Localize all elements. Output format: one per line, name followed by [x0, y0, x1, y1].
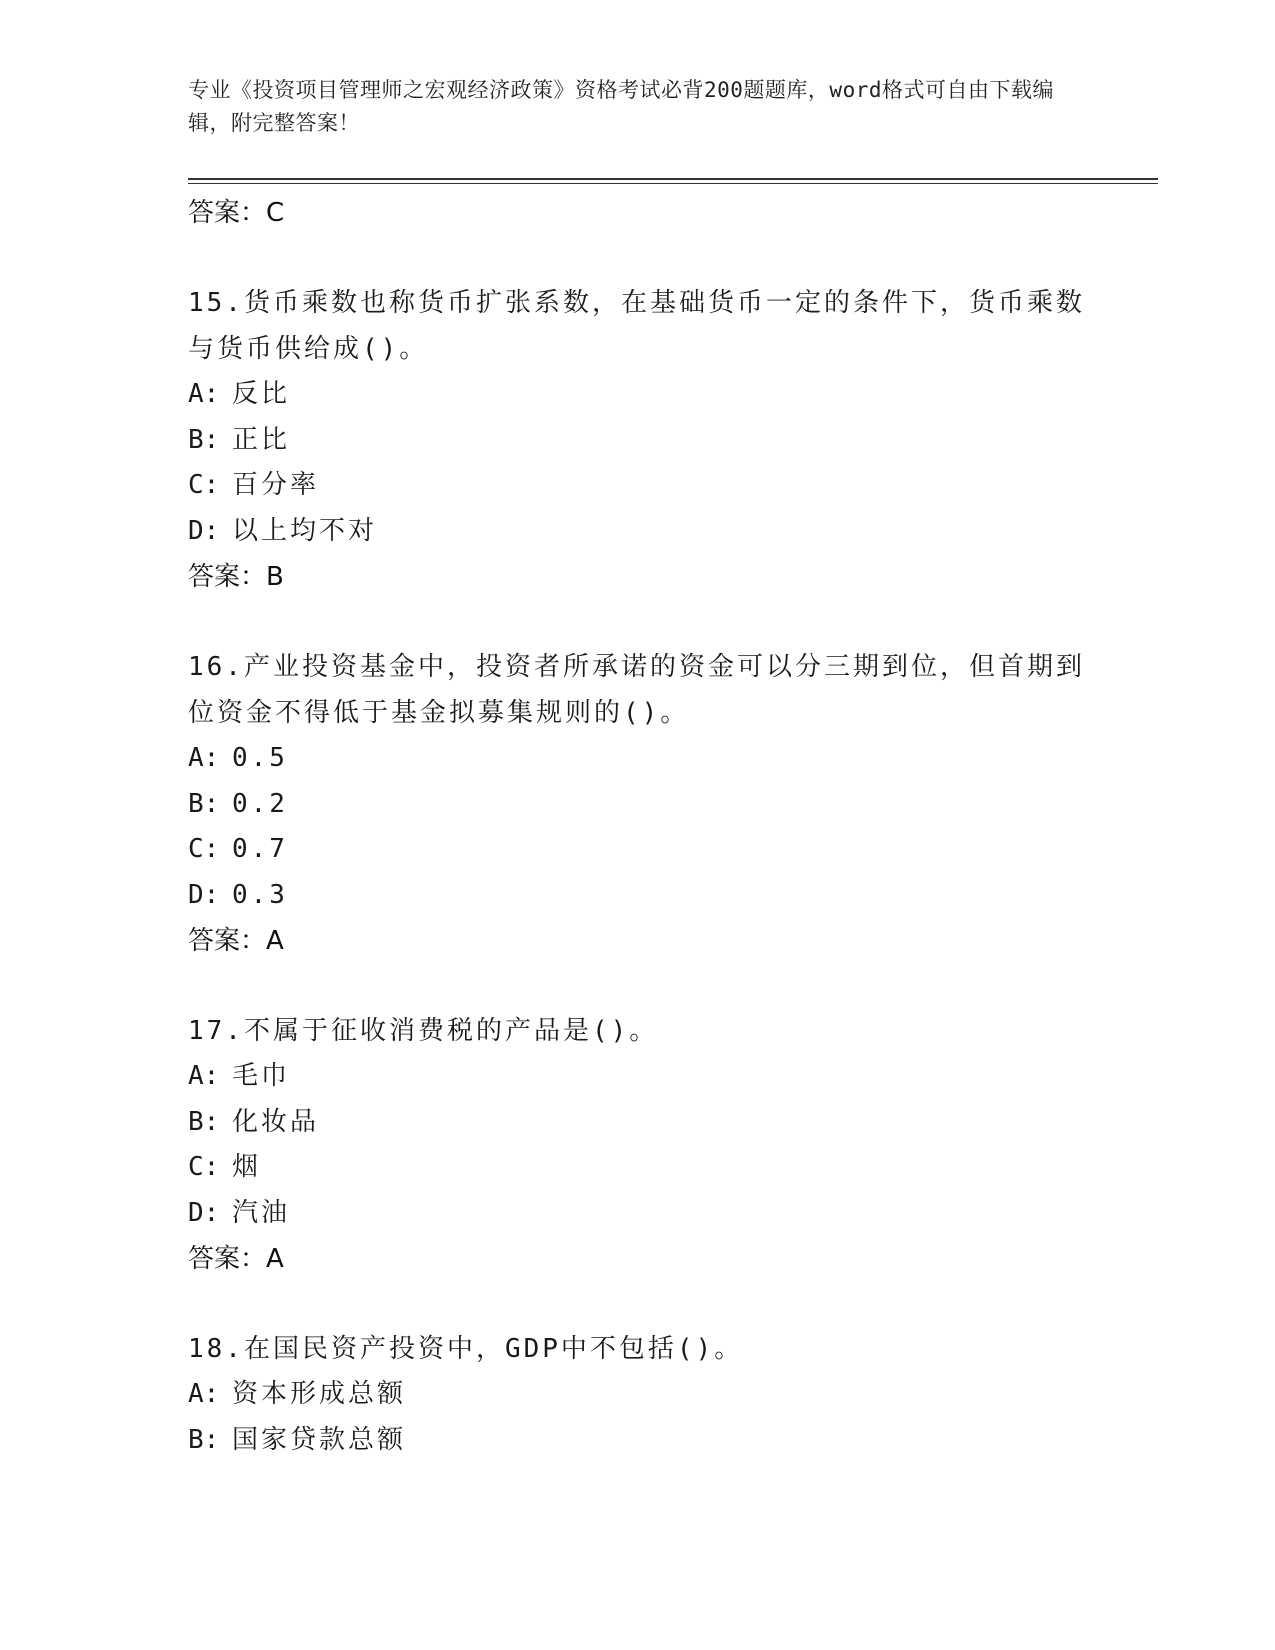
- question-15: [188, 280, 1088, 600]
- option-text: 国家贷款总额: [232, 1424, 407, 1455]
- option-key: A:: [188, 379, 220, 409]
- option-key: C:: [188, 1152, 220, 1182]
- option-b: [188, 1418, 1088, 1464]
- option-key: B:: [188, 1424, 220, 1455]
- option-key: D:: [188, 879, 220, 910]
- option-c: [188, 1145, 1088, 1191]
- option-text: 资本形成总额: [232, 1379, 407, 1409]
- option-c: [188, 463, 1088, 509]
- header-rule-thick: [188, 178, 1158, 180]
- question-stem: 15.货币乘数也称货币扩张系数，在基础货币一定的条件下，货币乘数与货币供给成()。: [188, 288, 1085, 364]
- answer-line: 答案：B: [188, 562, 284, 592]
- page-header: 专业《投资项目管理师之宏观经济政策》资格考试必背200题题库，word格式可自由下载编辑，附完整答案！: [188, 78, 1054, 135]
- question-18: [188, 1326, 1088, 1463]
- option-text: 以上均不对: [232, 515, 378, 546]
- option-b: [188, 782, 1088, 828]
- option-text: 正比: [232, 424, 291, 455]
- document-body: [188, 190, 1088, 1463]
- option-text: 0.2: [232, 788, 288, 819]
- option-text: 化妆品: [232, 1106, 320, 1137]
- answer-line: 答案：A: [188, 1244, 284, 1274]
- question-stem: 16.产业投资基金中，投资者所承诺的资金可以分三期到位，但首期到位资金不得低于基金拟募集规则的()。: [188, 652, 1085, 728]
- option-key: A:: [188, 743, 220, 773]
- option-text: 烟: [232, 1152, 262, 1182]
- option-d: [188, 873, 1088, 919]
- option-b: [188, 1100, 1088, 1146]
- option-d: [188, 509, 1088, 555]
- answer-line: 答案：A: [188, 926, 284, 956]
- option-key: B:: [188, 424, 220, 455]
- option-key: A:: [188, 1379, 220, 1409]
- question-17: [188, 1008, 1088, 1282]
- option-key: A:: [188, 1061, 220, 1091]
- option-key: D:: [188, 1197, 220, 1228]
- option-text: 毛巾: [232, 1061, 291, 1091]
- option-a: [188, 372, 1088, 418]
- answer-line: 答案：C: [188, 198, 285, 228]
- option-text: 0.7: [232, 834, 288, 864]
- question-stem: 18.在国民资产投资中，GDP中不包括()。: [188, 1334, 744, 1364]
- option-text: 0.5: [232, 743, 288, 773]
- option-a: [188, 1372, 1088, 1418]
- option-key: C:: [188, 470, 220, 500]
- option-text: 百分率: [232, 470, 320, 500]
- option-key: B:: [188, 1106, 220, 1137]
- option-c: [188, 827, 1088, 873]
- option-key: C:: [188, 834, 220, 864]
- question-stem: 17.不属于征收消费税的产品是()。: [188, 1016, 659, 1046]
- option-b: [188, 418, 1088, 464]
- option-text: 汽油: [232, 1197, 291, 1228]
- option-text: 0.3: [232, 879, 288, 910]
- option-a: [188, 1054, 1088, 1100]
- option-d: [188, 1191, 1088, 1237]
- question-16: [188, 644, 1088, 964]
- option-text: 反比: [232, 379, 291, 409]
- option-a: [188, 736, 1088, 782]
- header-rule-thin: [188, 183, 1158, 184]
- option-key: D:: [188, 515, 220, 546]
- option-key: B:: [188, 788, 220, 819]
